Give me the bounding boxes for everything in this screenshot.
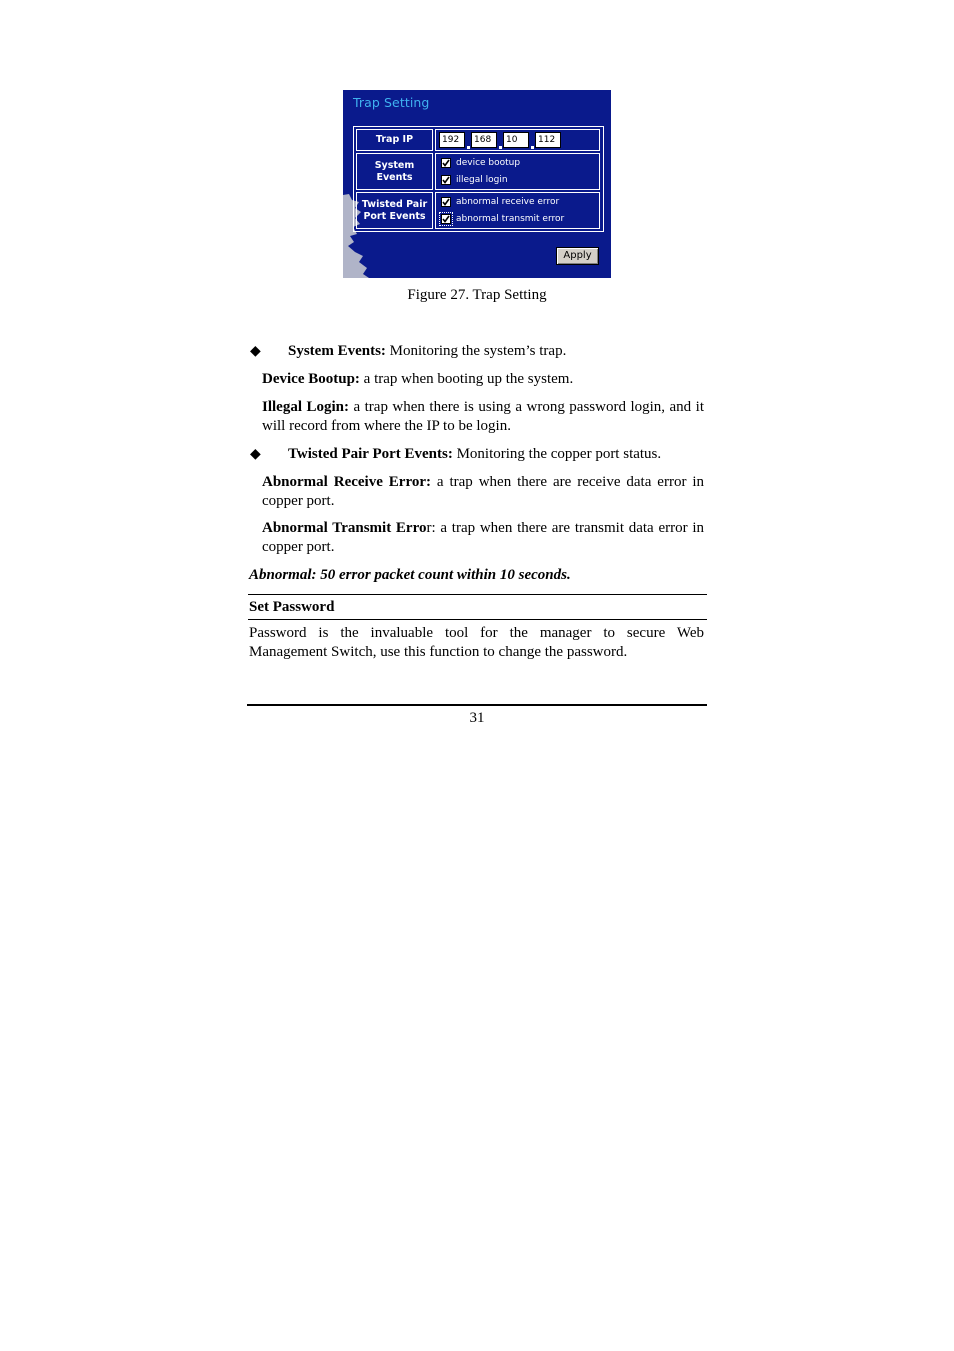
twisted-pair-label bbox=[356, 192, 433, 229]
item-term: Illegal Login: bbox=[262, 399, 349, 415]
ip-dot bbox=[531, 146, 534, 149]
ip-dot bbox=[499, 146, 502, 149]
twisted-pair-cell bbox=[435, 192, 600, 229]
diamond-bullet-icon: ◆ bbox=[250, 343, 261, 359]
section-heading: Set Password bbox=[249, 599, 335, 615]
checkmark-icon bbox=[442, 176, 450, 184]
trap-setting-panel bbox=[343, 90, 611, 278]
item-text: a trap when booting up the system. bbox=[359, 371, 574, 387]
item-abnormal-receive bbox=[262, 473, 704, 511]
ip-dot bbox=[467, 146, 470, 149]
trap-settings-table bbox=[353, 126, 604, 232]
item-illegal-login bbox=[262, 398, 704, 436]
abnormal-receive-checkbox[interactable] bbox=[441, 197, 451, 207]
trap-ip-label: Trap IP bbox=[356, 129, 433, 151]
bullet-twisted-pair bbox=[288, 445, 708, 464]
ip-octet-4[interactable]: 112 bbox=[535, 132, 561, 148]
illegal-login-label: illegal login bbox=[456, 175, 508, 185]
item-device-bootup bbox=[262, 370, 704, 389]
diamond-bullet-icon: ◆ bbox=[250, 446, 261, 462]
item-text: a trap when there is using a wrong password login, and it will record from where the IP to be login. bbox=[262, 399, 704, 434]
abnormal-note: Abnormal: 50 error packet count within 10 seconds. bbox=[249, 567, 571, 583]
twisted-pair-label-line2: Port Events bbox=[363, 210, 426, 222]
device-bootup-checkbox[interactable] bbox=[441, 158, 451, 168]
checkmark-icon bbox=[442, 198, 450, 206]
item-abnormal-transmit bbox=[262, 519, 704, 557]
abnormal-transmit-checkbox[interactable] bbox=[441, 214, 451, 224]
ip-octet-1[interactable]: 192 bbox=[439, 132, 465, 148]
checkmark-icon bbox=[442, 159, 450, 167]
section-body: Password is the invaluable tool for the manager to secure Web Management Switch, use this function to change the password. bbox=[249, 625, 704, 660]
item-term: Abnormal Transmit Erro bbox=[262, 520, 427, 536]
abnormal-receive-label: abnormal receive error bbox=[456, 197, 560, 207]
footer-rule bbox=[247, 704, 707, 706]
bullet-text: Monitoring the system’s trap. bbox=[385, 343, 567, 359]
trap-ip-cell bbox=[435, 129, 600, 151]
checkmark-icon bbox=[442, 215, 450, 223]
page-number: 31 bbox=[469, 710, 485, 726]
ip-octet-2[interactable]: 168 bbox=[471, 132, 497, 148]
item-text: : a trap when there are transmit data error in copper port. bbox=[262, 520, 704, 555]
apply-button[interactable]: Apply bbox=[556, 247, 599, 265]
illegal-login-checkbox[interactable] bbox=[441, 175, 451, 185]
device-bootup-label: device bootup bbox=[456, 158, 521, 168]
item-text: a trap when there are receive data error in copper port. bbox=[262, 474, 705, 509]
figure-caption: Figure 27. Trap Setting bbox=[407, 287, 547, 303]
item-term: Device Bootup: bbox=[262, 371, 360, 387]
section-rule-top bbox=[248, 594, 707, 595]
ip-octet-3[interactable]: 10 bbox=[503, 132, 529, 148]
twisted-pair-label-line1: Twisted Pair bbox=[361, 198, 428, 210]
system-events-label: System Events bbox=[356, 153, 433, 190]
bullet-term: System Events: bbox=[288, 343, 386, 359]
bullet-system-events bbox=[288, 342, 708, 361]
panel-title: Trap Setting bbox=[353, 95, 430, 110]
abnormal-transmit-label: abnormal transmit error bbox=[456, 214, 565, 224]
item-term: Abnormal Receive Error: bbox=[262, 474, 431, 490]
system-events-cell bbox=[435, 153, 600, 190]
item-term-tail: r bbox=[426, 520, 432, 536]
section-rule-bottom bbox=[248, 619, 707, 620]
bullet-text: Monitoring the copper port status. bbox=[452, 446, 662, 462]
bullet-term: Twisted Pair Port Events: bbox=[288, 446, 453, 462]
